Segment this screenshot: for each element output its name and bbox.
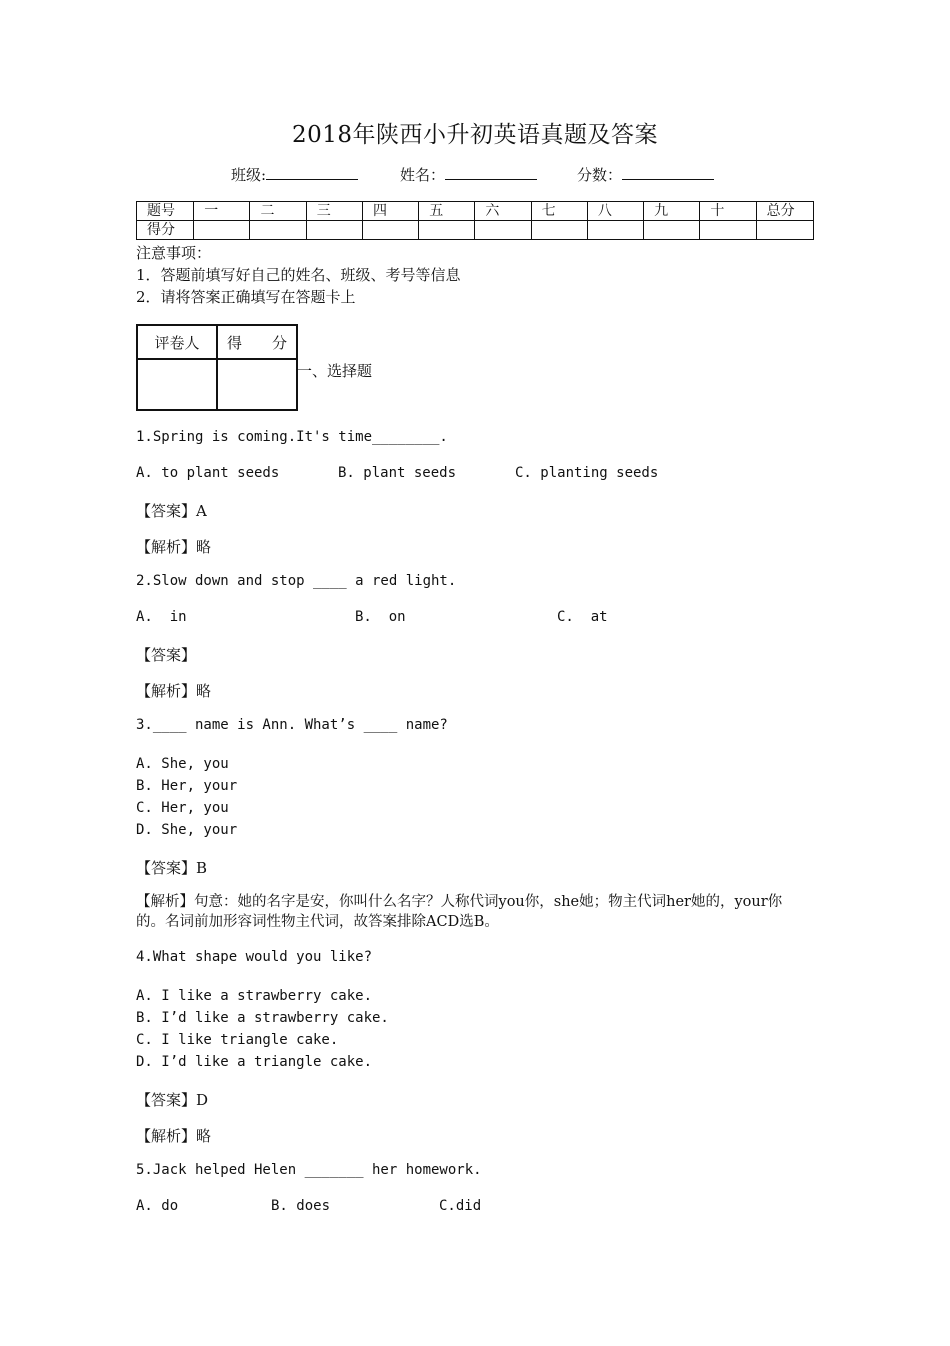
score-table-header-cell: 七 bbox=[531, 202, 587, 221]
option: B. does bbox=[271, 1198, 331, 1214]
name-blank bbox=[445, 165, 537, 180]
score-table-header-cell: 题号 bbox=[137, 202, 194, 221]
option: A. to plant seeds bbox=[136, 465, 280, 481]
score-cell bbox=[700, 221, 756, 240]
answer-line: 【答案】A bbox=[136, 502, 207, 520]
question-stem: 1.Spring is coming.It's time________. bbox=[136, 429, 448, 445]
class-field bbox=[231, 164, 358, 185]
score-table-header-cell: 五 bbox=[419, 202, 475, 221]
notes-heading: 注意事项： bbox=[136, 244, 212, 262]
grader-box bbox=[136, 324, 298, 411]
score-cell bbox=[419, 221, 475, 240]
option: B. Her, your bbox=[136, 778, 238, 794]
score-cell bbox=[587, 221, 643, 240]
score-table-header-cell: 九 bbox=[644, 202, 700, 221]
option: A. in bbox=[136, 609, 187, 625]
class-label: 班级: bbox=[231, 166, 267, 184]
analysis-line: 【解析】略 bbox=[136, 1127, 212, 1145]
option: C. planting seeds bbox=[515, 465, 659, 481]
score-label: 分数： bbox=[577, 166, 623, 184]
option: A. do bbox=[136, 1198, 179, 1214]
name-label: 姓名： bbox=[400, 166, 446, 184]
option: B. plant seeds bbox=[338, 465, 457, 481]
section-title: 一、选择题 bbox=[297, 362, 373, 380]
score-cell bbox=[644, 221, 700, 240]
option: C. at bbox=[557, 609, 608, 625]
score-table bbox=[136, 201, 814, 240]
score-table-score-row bbox=[137, 221, 814, 240]
score-cell bbox=[475, 221, 531, 240]
score-cell bbox=[306, 221, 362, 240]
notes-block bbox=[136, 242, 461, 308]
score-table-header-row bbox=[137, 202, 814, 221]
option: C. I like triangle cake. bbox=[136, 1032, 339, 1048]
analysis-line: 【解析】略 bbox=[136, 538, 212, 556]
answer-line: 【答案】B bbox=[136, 859, 208, 877]
score-table-header-cell: 三 bbox=[306, 202, 362, 221]
notes-item: 2．请将答案正确填写在答题卡上 bbox=[136, 288, 356, 306]
score-table-header-cell: 二 bbox=[250, 202, 306, 221]
question-stem: 3.____ name is Ann. What’s ____ name? bbox=[136, 717, 448, 733]
option: C.did bbox=[439, 1198, 482, 1214]
analysis-line: 【解析】略 bbox=[136, 682, 212, 700]
score-cell bbox=[250, 221, 306, 240]
option: A. She, you bbox=[136, 756, 229, 772]
score-table-header-cell: 总分 bbox=[756, 202, 813, 221]
score-cell bbox=[194, 221, 250, 240]
score-field bbox=[577, 164, 714, 185]
score-row-label: 得分 bbox=[137, 221, 194, 240]
answer-line: 【答案】D bbox=[136, 1091, 209, 1109]
option: D. I’d like a triangle cake. bbox=[136, 1054, 373, 1070]
score-blank bbox=[622, 165, 714, 180]
question-stem: 4.What shape would you like? bbox=[136, 949, 373, 965]
option: A. I like a strawberry cake. bbox=[136, 988, 373, 1004]
name-field bbox=[400, 164, 537, 185]
option: D. She, your bbox=[136, 822, 238, 838]
grader-reviewer-cell bbox=[137, 359, 217, 410]
score-table-header-cell: 四 bbox=[362, 202, 418, 221]
score-table-header-cell: 一 bbox=[194, 202, 250, 221]
class-blank bbox=[266, 165, 358, 180]
question-stem: 2.Slow down and stop ____ a red light. bbox=[136, 573, 457, 589]
page-title: 2018年陕西小升初英语真题及答案 bbox=[291, 122, 659, 148]
score-cell bbox=[756, 221, 813, 240]
score-table-header-cell: 十 bbox=[700, 202, 756, 221]
grader-score-label: 得 分 bbox=[217, 325, 297, 359]
analysis-paragraph: 【解析】句意：她的名字是安，你叫什么名字？人称代词you你，she她；物主代词her她的，your你的。名词前加形容词性物主代词，故答案排除ACD选B。 bbox=[136, 894, 783, 930]
question-stem: 5.Jack helped Helen _______ her homework. bbox=[136, 1162, 482, 1178]
grader-reviewer-label: 评卷人 bbox=[137, 325, 217, 359]
score-cell bbox=[531, 221, 587, 240]
score-table-header-cell: 八 bbox=[587, 202, 643, 221]
score-cell bbox=[362, 221, 418, 240]
score-table-header-cell: 六 bbox=[475, 202, 531, 221]
grader-score-cell bbox=[217, 359, 297, 410]
option: B. on bbox=[355, 609, 406, 625]
option: C. Her, you bbox=[136, 800, 229, 816]
notes-item: 1．答题前填写好自己的姓名、班级、考号等信息 bbox=[136, 266, 461, 284]
option: B. I’d like a strawberry cake. bbox=[136, 1010, 389, 1026]
answer-line: 【答案】 bbox=[136, 646, 197, 664]
